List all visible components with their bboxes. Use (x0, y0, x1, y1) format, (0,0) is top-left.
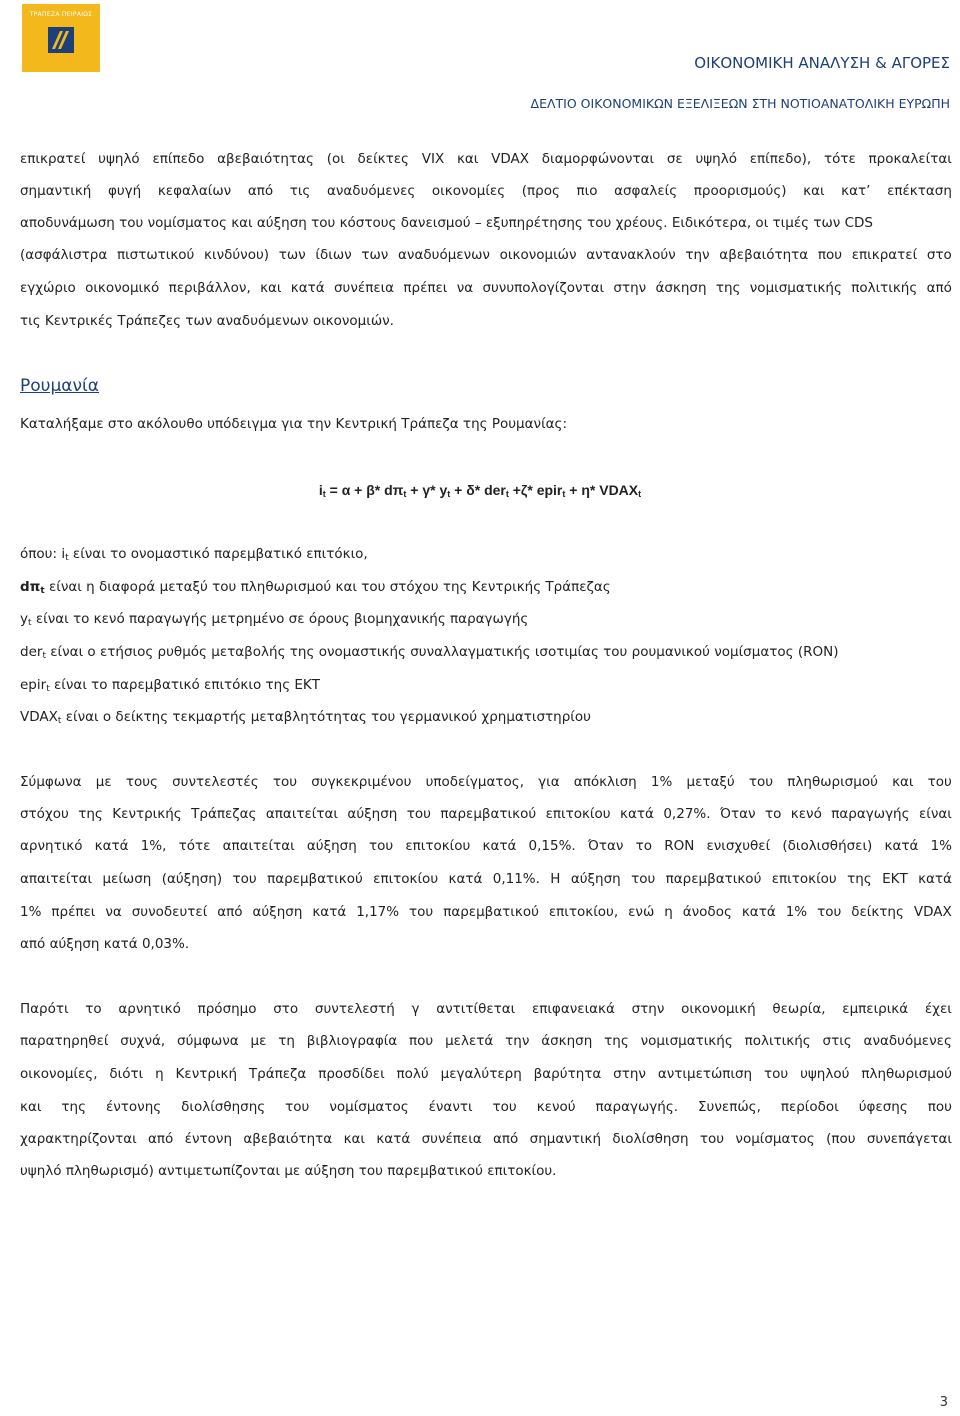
word: 1% (930, 838, 952, 854)
word: μεταξύ (686, 774, 735, 790)
word: επίπεδο), (749, 151, 812, 167)
bank-logo (22, 4, 100, 72)
word: σύμφωνα (177, 1033, 239, 1049)
word: αρνητικό (118, 1001, 181, 1017)
definition-text: είναι το παρεμβατικό επιτόκιο της ΕΚΤ (49, 677, 321, 693)
word: βαρύτητα (533, 1066, 602, 1082)
definition-prefix: όπου: (20, 546, 62, 562)
word: κατά (918, 871, 952, 887)
word: Κεντρική (175, 1066, 238, 1082)
paragraph-line (20, 804, 952, 824)
word: περίοδοι (780, 1099, 839, 1115)
word: 0,27%. (663, 806, 711, 822)
definition-item (20, 707, 591, 731)
word: στην (631, 1001, 665, 1017)
word: έντονης (105, 1099, 162, 1115)
definition-item (20, 675, 320, 699)
definition-subscript: t (40, 586, 45, 596)
definition-text: είναι ο δείκτης τεκμαρτής μεταβλητότητας του γερμανικού χρηματιστηρίου (61, 709, 591, 725)
definition-text: είναι η διαφορά μεταξύ του πληθωρισμού και του στόχου της Κεντρικής Τράπεζας (44, 579, 611, 595)
word: (προς (521, 183, 560, 199)
word: πολιτικής (744, 1033, 811, 1049)
word: παρεμβατικού (443, 904, 539, 920)
word: πολύ (396, 1066, 429, 1082)
paragraph-line: αποδυνάμωση του νομίσματος και αύξηση του κόστους δανεισμού – εξυπηρέτησης του χρέους. Ειδικότερα, οι τιμές των CDS (20, 215, 874, 231)
word: απαιτείται (265, 806, 338, 822)
paragraph-line (20, 1097, 952, 1117)
word: Η (550, 871, 561, 887)
word: των (361, 247, 389, 263)
word: νομίσματος (735, 1131, 815, 1147)
report-subtitle: ΔΕΛΤΙΟ ΟΙΚΟΝΟΜΙΚΩΝ ΕΞΕΛΙΞΕΩΝ ΣΤΗ ΝΟΤΙΟΑΝΑΤΟΛΙΚΗ ΕΥΡΩΠΗ (530, 96, 950, 111)
word: και (260, 280, 282, 296)
word: στο (926, 247, 952, 263)
word: η (155, 1066, 164, 1082)
word: του (285, 1099, 310, 1115)
word: σημαντική (529, 1131, 602, 1147)
word: ίδιων (315, 247, 352, 263)
formula-subscript: t (505, 489, 509, 499)
formula-part: + δ* der (450, 482, 506, 498)
paragraph-line (20, 772, 952, 792)
paragraph-line (20, 836, 952, 856)
paragraph-line (20, 245, 952, 265)
word: επέκταση (887, 183, 952, 199)
word: και (456, 151, 479, 167)
word: να (105, 904, 122, 920)
paragraph-line (20, 1064, 952, 1084)
word: αύξηση (306, 838, 357, 854)
word: επιτοκίου (545, 806, 611, 822)
word: κατά (290, 280, 325, 296)
formula-subscript: t (322, 489, 326, 499)
word: ενισχυθεί (706, 838, 771, 854)
formula-part: i (318, 482, 323, 498)
definition-subscript: t (46, 684, 50, 694)
word: αντανακλούν (586, 247, 676, 263)
word: νομισματικής (640, 1033, 733, 1049)
word: Παρότι (20, 1001, 69, 1017)
word: αρνητικό (20, 838, 83, 854)
definition-item (20, 642, 838, 666)
word: που (927, 1099, 952, 1115)
word: συνέπεια (421, 1131, 482, 1147)
word: του (631, 871, 656, 887)
word: Όταν (587, 838, 624, 854)
word: του (748, 774, 774, 790)
definition-subscript: t (65, 553, 69, 563)
word: υποδείγματος, (425, 774, 524, 790)
report-title: ΟΙΚΟΝΟΜΙΚΗ ΑΝΑΛΥΣΗ & ΑΓΟΡΕΣ (694, 54, 950, 72)
word: εμπειρικά (842, 1001, 909, 1017)
word: το (635, 838, 653, 854)
word: κατά (448, 871, 483, 887)
word: να (456, 280, 474, 296)
definition-subscript: t (42, 651, 46, 661)
word: πιστωτικού (116, 247, 195, 263)
word: Όταν (719, 806, 756, 822)
word: γ (411, 1001, 420, 1017)
word: επίπεδο (152, 151, 205, 167)
word: μελετά (445, 1033, 494, 1049)
word: από (247, 183, 274, 199)
word: υψηλό (695, 151, 737, 167)
word: οικονομική (681, 1001, 756, 1017)
word: Σύμφωνα (20, 774, 82, 790)
word: μεγαλύτερη (440, 1066, 522, 1082)
word: παρεμβατικού (665, 871, 762, 887)
word: αναδυόμενες (863, 1033, 952, 1049)
paragraph-line (20, 999, 952, 1019)
word: (αύξηση) (161, 871, 223, 887)
word: συντελεστές (172, 774, 259, 790)
definition-symbol: dπ (20, 579, 41, 595)
word: απαιτείται (222, 838, 295, 854)
word: που (817, 247, 843, 263)
word: κεφαλαίων (157, 183, 232, 199)
word: την (685, 247, 710, 263)
word: σε (666, 151, 683, 167)
word: η (664, 904, 673, 920)
word: στην (613, 1066, 646, 1082)
word: οικονομιών (499, 247, 577, 263)
word: τότε (178, 838, 211, 854)
word: διότι (109, 1066, 144, 1082)
paragraph-line (20, 1129, 952, 1149)
word: από (148, 1131, 174, 1147)
paragraph-line: υψηλό πληθωρισμό) αντιμετωπίζονται με αύξηση του παρεμβατικού επιτοκίου. (20, 1163, 557, 1179)
word: που (409, 1033, 434, 1049)
word: νομίσματος (329, 1099, 409, 1115)
word: υψηλό (98, 151, 140, 167)
word: κενό (790, 806, 822, 822)
formula-part: + η* VDAX (565, 482, 639, 498)
word: εγχώριο (20, 280, 76, 296)
word: περιβάλλον, (168, 280, 251, 296)
page-number: 3 (939, 1395, 948, 1410)
section-intro: Καταλήξαμε στο ακόλουθο υπόδειγμα για την Κεντρική Τράπεζα της Ρουμανίας: (20, 416, 568, 432)
word: διαμορφώνονται (541, 151, 655, 167)
word: της (715, 280, 741, 296)
word: πρέπει (403, 280, 448, 296)
word: πρόσημο (197, 1001, 257, 1017)
word: οικονομίες (431, 183, 506, 199)
definition-text: είναι ο ετήσιος ρυθμός μεταβολής της ονομαστικής συναλλαγματικής ισοτιμίας του ρουμανικού νομίσματος (RON) (45, 644, 839, 660)
word: απαιτείται (20, 871, 93, 887)
word: στην (613, 280, 647, 296)
definition-symbol: VDAX (20, 709, 58, 725)
word: αναδυόμενων (398, 247, 490, 263)
word: αντιμετώπιση (657, 1066, 753, 1082)
word: ενώ (628, 904, 655, 920)
word: με (95, 774, 112, 790)
word: του (232, 871, 257, 887)
word: Τράπεζα (248, 1066, 307, 1082)
word: στόχου (20, 806, 69, 822)
word: θεωρία, (772, 1001, 826, 1017)
formula-part: = α + β* dπ (325, 482, 404, 498)
word: παραγωγής. (595, 1099, 679, 1115)
word: δείκτες (357, 151, 409, 167)
word: επιτοκίου, (548, 904, 619, 920)
paragraph-line: τις Κεντρικές Τράπεζες των αναδυόμενων οικονομιών. (20, 313, 394, 329)
word: κατά (482, 838, 517, 854)
word: νομισματικής (749, 280, 842, 296)
word: αβεβαιότητας (217, 151, 314, 167)
formula-subscript: t (562, 489, 566, 499)
word: των (278, 247, 306, 263)
word: 1% (20, 904, 42, 920)
word: (που (826, 1131, 856, 1147)
word: (ασφάλιστρα (20, 247, 108, 263)
formula-subscript: t (638, 489, 642, 499)
word: φυγή (107, 183, 142, 199)
word: VIX (421, 151, 445, 167)
word: χαρακτηρίζονται (20, 1131, 137, 1147)
word: (διολισθήσει) (782, 838, 873, 854)
word: συνυπολογίζονται (482, 280, 605, 296)
word: είναι (918, 806, 952, 822)
word: του (409, 904, 434, 920)
paragraph-line (20, 869, 952, 889)
word: συνέπεια (333, 280, 395, 296)
definition-symbol: i (61, 546, 66, 562)
word: από (217, 904, 243, 920)
word: κατ’ (841, 183, 871, 199)
word: απόκλιση (573, 774, 637, 790)
word: επιτοκίου (405, 838, 471, 854)
word: επικρατεί (20, 151, 86, 167)
word: το (764, 806, 782, 822)
word: παρεμβατικού (440, 806, 537, 822)
formula-subscript: t (447, 489, 451, 499)
word: οικονομικό (85, 280, 160, 296)
section-heading: Ρουμανία (20, 376, 99, 396)
word: παρατηρηθεί (20, 1033, 109, 1049)
word: του (492, 1099, 517, 1115)
definition-subscript: t (28, 618, 32, 628)
word: παραγωγής (831, 806, 910, 822)
word: κατά (620, 806, 654, 822)
word: κατά (312, 904, 347, 920)
word: στο (273, 1001, 299, 1017)
word: VDAX (491, 151, 530, 167)
word: ΕΚΤ (882, 871, 908, 887)
word: και (803, 183, 825, 199)
word: οικονομίες, (20, 1066, 98, 1082)
word: κατά (376, 1131, 411, 1147)
word: έχει (924, 1001, 952, 1017)
word: πρέπει (51, 904, 96, 920)
word: μείωση (102, 871, 152, 887)
word: από (926, 280, 952, 296)
word: (οι (326, 151, 345, 167)
word: ασφαλείς (614, 183, 678, 199)
word: πληθωρισμού (787, 774, 878, 790)
word: κατά (884, 838, 919, 854)
word: στις (822, 1033, 852, 1049)
definition-symbol: der (20, 644, 43, 660)
word: της (847, 871, 872, 887)
word: προσδίδει (318, 1066, 385, 1082)
word: και (892, 774, 914, 790)
word: πληθωρισμού (861, 1066, 952, 1082)
word: αντιτίθεται (436, 1001, 516, 1017)
word: τότε (823, 151, 856, 167)
word: για (538, 774, 560, 790)
word: άσκηση (655, 280, 707, 296)
word: αύξηση (252, 904, 303, 920)
word: άσκηση (541, 1033, 593, 1049)
word: αύξηση (347, 806, 398, 822)
word: επικρατεί (851, 247, 918, 263)
word: ύφεσης (858, 1099, 908, 1115)
word: 1% (785, 904, 808, 920)
formula-subscript: t (403, 489, 407, 499)
paragraph-line (20, 149, 952, 169)
word: Τράπεζας (191, 806, 257, 822)
word: του (272, 774, 298, 790)
word: τις (289, 183, 311, 199)
word: βιβλιογραφία (306, 1033, 398, 1049)
word: υψηλού (800, 1066, 850, 1082)
definition-item (20, 609, 528, 633)
paragraph-line: από αύξηση κατά 0,03%. (20, 936, 190, 952)
model-equation (0, 482, 960, 499)
word: αύξηση (570, 871, 621, 887)
word: δείκτης (851, 904, 904, 920)
word: και (20, 1099, 42, 1115)
word: άνοδος (682, 904, 732, 920)
word: RON (664, 838, 695, 854)
word: πολιτικής (851, 280, 918, 296)
word: διολίσθηση (612, 1131, 689, 1147)
word: διολίσθησης (181, 1099, 266, 1115)
word: 0,11%. (492, 871, 540, 887)
word: 1% (650, 774, 673, 790)
word: της (604, 1033, 629, 1049)
word: σημαντική (20, 183, 92, 199)
paragraph-line (20, 902, 952, 922)
definition-text: είναι το κενό παραγωγής μετρημένο σε όρους βιομηχανικής παραγωγής (31, 611, 529, 627)
definition-text: είναι το ονομαστικό παρεμβατικό επιτόκιο, (68, 546, 368, 562)
word: κατά (94, 838, 129, 854)
definition-symbol: epir (20, 677, 47, 693)
word: το (85, 1001, 102, 1017)
word: Συνεπώς, (698, 1099, 761, 1115)
formula-part: +ζ* epir (508, 482, 563, 498)
word: αβεβαιότητα (719, 247, 809, 263)
word: επιτοκίου (373, 871, 439, 887)
word: του (368, 838, 394, 854)
word: έντονη (184, 1131, 232, 1147)
word: πιο (576, 183, 598, 199)
word: κενού (536, 1099, 576, 1115)
word: αναδυόμενες (326, 183, 416, 199)
word: του (699, 1131, 725, 1147)
word: της (78, 806, 103, 822)
word: από (493, 1131, 519, 1147)
word: κατά (741, 904, 776, 920)
word: με (250, 1033, 267, 1049)
word: έναντι (428, 1099, 473, 1115)
word: της (61, 1099, 86, 1115)
word: την (505, 1033, 530, 1049)
word: συχνά, (120, 1033, 166, 1049)
logo-text: ΤΡΑΠΕΖΑ ΠΕΙΡΑΙΩΣ (29, 11, 93, 18)
word: παρεμβατικού (267, 871, 363, 887)
word: συντελεστή (314, 1001, 395, 1017)
word: προκαλείται (868, 151, 952, 167)
word: τη (278, 1033, 295, 1049)
word: κινδύνου) (204, 247, 270, 263)
word: του (927, 774, 952, 790)
word: επιτοκίου (771, 871, 837, 887)
logo-mark-icon (48, 27, 74, 53)
paragraph-line (20, 278, 952, 298)
definition-symbol: y (20, 611, 28, 627)
word: του (406, 806, 431, 822)
paragraph-line (20, 1031, 952, 1051)
paragraph-line (20, 181, 952, 201)
word: 1%, (140, 838, 167, 854)
word: του (817, 904, 842, 920)
word: 0,15%. (528, 838, 576, 854)
word: αβεβαιότητα (243, 1131, 333, 1147)
definition-item (20, 544, 368, 568)
word: συνεπάγεται (866, 1131, 952, 1147)
word: προορισμούς) (693, 183, 787, 199)
word: συγκεκριμένου (311, 774, 412, 790)
word: 1,17% (356, 904, 400, 920)
word: VDAX (913, 904, 952, 920)
definition-item (20, 577, 611, 601)
definition-subscript: t (57, 716, 62, 726)
word: και (343, 1131, 365, 1147)
word: τους (125, 774, 158, 790)
word: επιφανειακά (531, 1001, 615, 1017)
formula-part: + γ* y (406, 482, 448, 498)
word: Κεντρικής (112, 806, 182, 822)
word: του (764, 1066, 789, 1082)
word: συνοδευτεί (131, 904, 208, 920)
